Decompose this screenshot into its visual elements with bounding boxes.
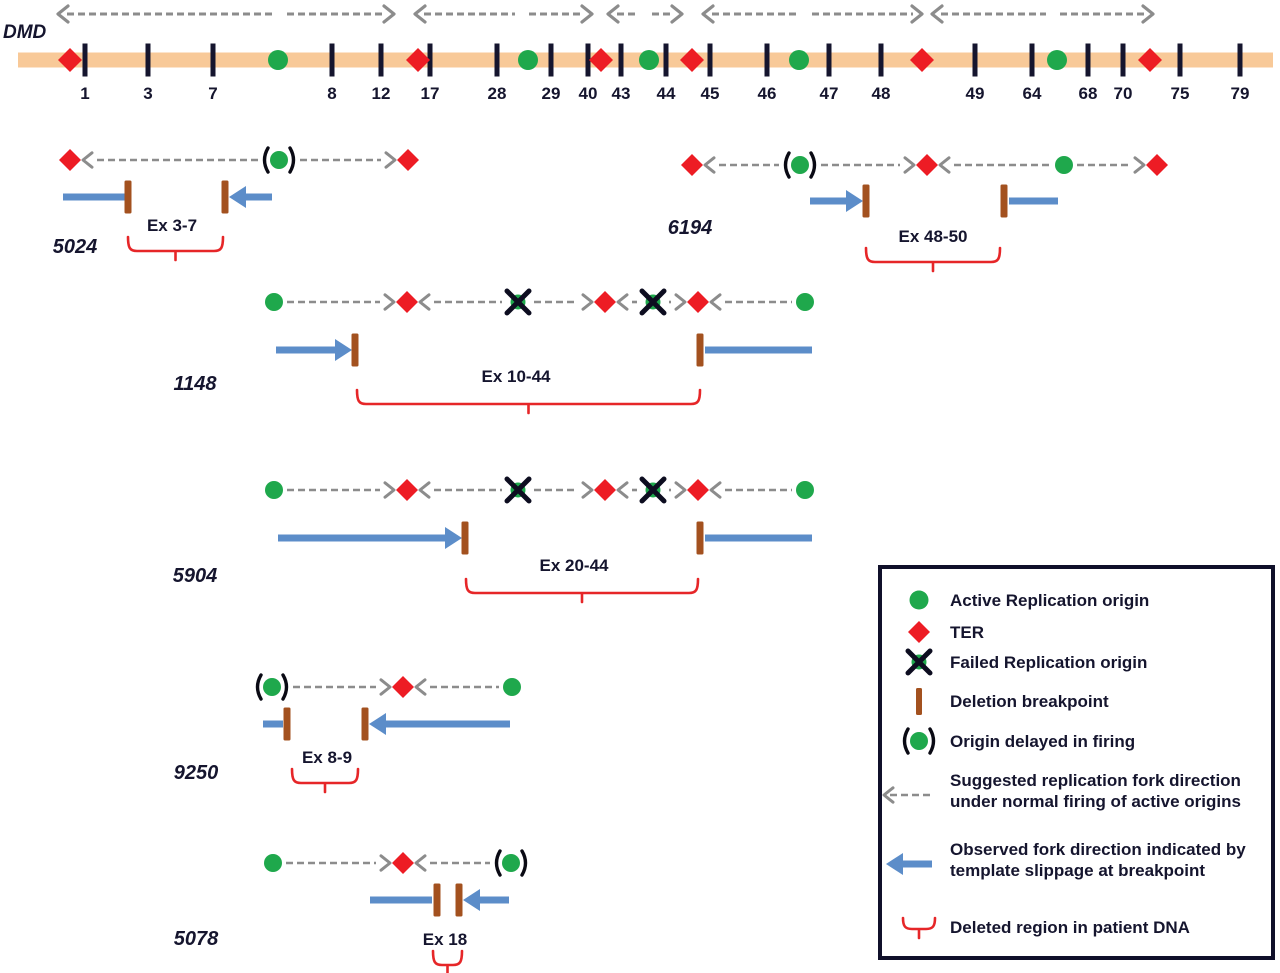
paren-right-icon [811,153,815,177]
paren-left-icon [265,148,269,172]
origin-icon [789,50,809,70]
fork-arrowhead-icon [1143,6,1153,22]
exon-number-label: 1 [80,84,90,103]
delayed-origin-icon [270,151,288,169]
exon-number-label: 17 [420,84,440,103]
fork-arrowhead-icon [385,483,394,497]
origin-icon [518,50,538,70]
fork-arrowhead-icon [58,6,68,22]
fork-arrowhead-icon [940,158,949,172]
breakpoint-bar [352,334,359,367]
patient-id: 6194 [667,217,713,239]
deletion-bracket [466,579,698,602]
legend-label: TER [950,623,984,642]
observed-fork-arrowhead-icon [335,339,352,361]
legend-label: Suggested replication fork direction [950,771,1241,790]
deletion-bracket [128,237,223,260]
deletion-bracket [292,769,358,792]
patient-row-6194 [668,153,1168,271]
ter-icon [59,149,81,171]
exon-tick [330,44,335,77]
fork-arrowhead-icon [385,295,394,309]
ter-icon [916,154,938,176]
fork-arrowhead-icon [416,856,425,870]
gene-map [3,6,1273,103]
fork-arrowhead-icon [672,6,682,22]
deleted-exons-label: Ex 8-9 [301,748,353,767]
origin-icon [639,50,659,70]
exon-tick [879,44,884,77]
origin-icon [265,293,283,311]
origin-icon [503,678,521,696]
deletion-bracket [433,951,462,973]
ter-icon [594,479,616,501]
paren-right-icon [522,851,526,875]
delayed-origin-icon [791,156,809,174]
paren-right-icon [283,675,287,699]
origin-icon [268,50,288,70]
origin-icon [1047,50,1067,70]
exon-number-label: 12 [371,84,391,103]
exon-number-label: 75 [1170,84,1190,103]
patient-id: 5024 [52,236,98,258]
origin-icon [796,293,814,311]
delayed-origin-icon [263,678,281,696]
paren-left-icon [497,851,501,875]
ter-icon [397,149,419,171]
breakpoint-bar [1001,185,1008,218]
exon-tick [1030,44,1035,77]
ter-icon [680,48,704,72]
breakpoint-bar [697,522,704,555]
ter-icon [681,154,703,176]
deleted-exons-label: Ex 48-50 [898,227,968,246]
exon-tick [495,44,500,77]
fork-arrowhead-icon [381,856,390,870]
gene-name-label: DMD [3,22,47,43]
exon-tick [708,44,713,77]
failed-x-icon [507,479,529,501]
exon-tick [1121,44,1126,77]
fork-arrowhead-icon [416,680,425,694]
exon-number-label: 70 [1113,84,1133,103]
ter-icon [392,676,414,698]
patient-row-5078 [174,851,526,973]
ter-icon [406,48,430,72]
exon-tick [211,44,216,77]
exon-tick [146,44,151,77]
fork-arrowhead-icon [583,295,592,309]
exon-number-label: 68 [1078,84,1098,103]
exon-tick [1178,44,1183,77]
ter-icon [589,48,613,72]
fork-arrowhead-icon [618,483,627,497]
breakpoint-bar [863,185,870,218]
breakpoint-bar [456,884,463,917]
deleted-exons-label: Ex 18 [422,930,468,949]
patient-id: 9250 [173,762,219,784]
delayed-origin-icon [910,732,928,750]
legend-label: Observed fork direction indicated by [950,840,1246,859]
exon-number-label: 3 [143,84,153,103]
breakpoint-bar [462,522,469,555]
patient-id: 5078 [173,928,219,950]
fork-arrowhead-icon [711,483,720,497]
observed-fork-arrowhead-icon [846,190,863,212]
fork-arrowhead-icon [381,680,390,694]
patient-id: 1148 [173,373,217,395]
exon-tick [765,44,770,77]
breakpoint-bar [697,334,704,367]
fork-arrowhead-icon [386,153,395,167]
fork-arrowhead-icon [384,6,394,22]
ter-icon [687,479,709,501]
legend-box [880,567,1273,958]
fork-arrowhead-icon [905,158,914,172]
exon-number-label: 46 [757,84,777,103]
patient-id: 5904 [172,565,218,587]
origin-icon [910,591,929,610]
failed-x-icon [642,291,664,313]
deleted-exons-label: Ex 10-44 [481,367,551,386]
exon-number-label: 64 [1022,84,1042,103]
ter-icon [1138,48,1162,72]
patient-row-5024 [53,148,419,260]
deletion-bracket [866,248,1000,271]
legend-label: Deletion breakpoint [950,692,1109,711]
exon-tick [549,44,554,77]
exon-tick [83,44,88,77]
legend-label: Active Replication origin [950,591,1150,610]
legend-label: under normal firing of active origins [950,792,1241,811]
exon-number-label: 8 [327,84,337,103]
origin-icon [264,854,282,872]
patient-row-5904 [173,479,814,602]
exon-tick [973,44,978,77]
breakpoint-bar [222,181,229,214]
paren-left-icon [786,153,790,177]
paren-left-icon [258,675,262,699]
ter-icon [687,291,709,313]
ter-icon [396,291,418,313]
fork-arrowhead-icon [912,6,922,22]
ter-icon [594,291,616,313]
fork-arrowhead-icon [705,158,714,172]
failed-x-icon [507,291,529,313]
legend-label: Deleted region in patient DNA [950,918,1190,937]
ter-icon [58,48,82,72]
fork-arrowhead-icon [583,483,592,497]
exon-tick [664,44,669,77]
breakpoint-bar [125,181,132,214]
fork-arrowhead-icon [711,295,720,309]
fork-arrowhead-icon [582,6,592,22]
fork-arrowhead-icon [608,6,618,22]
fork-arrowhead-icon [420,483,429,497]
origin-icon [1055,156,1073,174]
delayed-origin-icon [502,854,520,872]
legend [880,567,1273,958]
exon-number-label: 29 [541,84,561,103]
failed-x-icon [642,479,664,501]
exon-number-label: 28 [487,84,507,103]
breakpoint-bar [434,884,441,917]
exon-number-label: 47 [819,84,839,103]
legend-label: template slippage at breakpoint [950,861,1206,880]
ter-icon [392,852,414,874]
breakpoint-bar [916,688,922,715]
deleted-exons-label: Ex 20-44 [539,556,609,575]
fork-arrowhead-icon [415,6,425,22]
origin-icon [796,481,814,499]
exon-number-label: 40 [578,84,598,103]
fork-arrowhead-icon [1135,158,1144,172]
exon-number-label: 45 [700,84,720,103]
fork-arrowhead-icon [676,295,685,309]
fork-arrowhead-icon [420,295,429,309]
ter-icon [396,479,418,501]
exon-tick [379,44,384,77]
exon-number-label: 43 [611,84,631,103]
patient-row-1148 [173,291,814,413]
observed-fork-arrowhead-icon [445,527,462,549]
fork-arrowhead-icon [932,6,942,22]
ter-icon [1146,154,1168,176]
exon-number-label: 48 [871,84,891,103]
fork-arrowhead-icon [83,153,92,167]
exon-number-label: 7 [208,84,218,103]
deletion-bracket [357,390,700,413]
legend-label: Failed Replication origin [950,653,1148,672]
fork-arrowhead-icon [703,6,713,22]
exon-number-label: 44 [656,84,676,103]
paren-right-icon [290,148,294,172]
breakpoint-bar [362,708,369,741]
deleted-exons-label: Ex 3-7 [146,216,198,235]
exon-number-label: 79 [1230,84,1250,103]
breakpoint-bar [284,708,291,741]
exon-tick [619,44,624,77]
exon-tick [827,44,832,77]
origin-icon [265,481,283,499]
legend-label: Origin delayed in firing [950,732,1136,751]
fork-arrowhead-icon [618,295,627,309]
exon-tick [1086,44,1091,77]
fork-arrowhead-icon [676,483,685,497]
exon-tick [1238,44,1243,77]
patient-row-9250 [174,675,521,792]
ter-icon [910,48,934,72]
exon-number-label: 49 [965,84,985,103]
